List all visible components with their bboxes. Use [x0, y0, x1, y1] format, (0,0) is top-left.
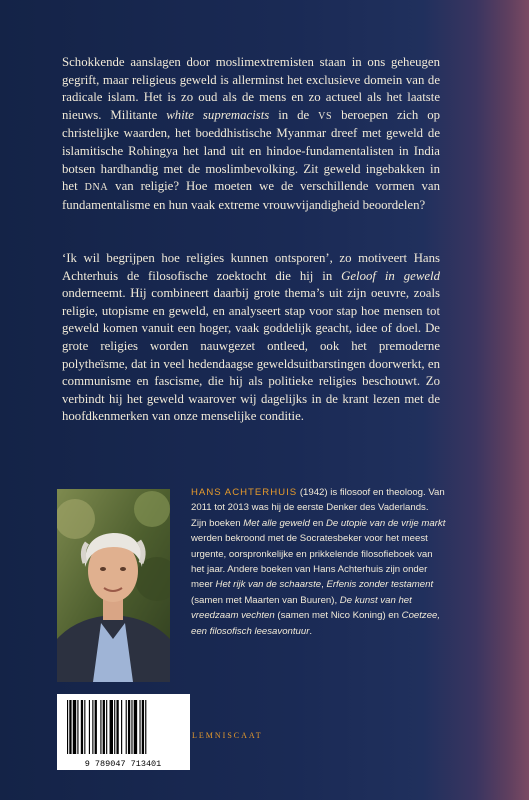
book-title-italic: Met alle geweld [243, 517, 310, 529]
blurb-text: ‘Ik wil begrijpen hoe religies kunnen ontsporen’, zo motiveert Hans Achterhuis de filosofische zoektocht die hij in [62, 251, 440, 283]
blurb-text: onderneemt. Hij combineert daarbij grote thema’s uit zijn oeuvre, zoals religie, utopisme en geweld, en analyseert stap voor stap hoe mensen tot geweld komen vanuit een hoger, vaak goddelijk geacht, idee of doel. De grote religies worden nauwgezet ontleed, ook het premoderne polytheïsme, dat in veel hedendaagse geweldsuitbarstingen doorwerkt, en communisme en fascisme, die hij als politieke religies beschouwt. Zo verbindt hij het geweld waarover wij dagelijks in de krant lezen met de hoofdkenmerken van onze menselijke conditie. [62, 286, 440, 424]
barcode-bar [92, 700, 93, 754]
blurb-paragraph-1 [62, 54, 440, 214]
barcode-bar [73, 700, 76, 754]
bio-text: werden bekroond met de Socratesbeker voor het meest urgente, oorspronkelijke en prikkelende filosofieboek van het jaar. Andere boeken van Hans Achterhuis zijn onder meer [191, 533, 433, 591]
book-title-italic: Erfenis zonder testament [326, 579, 434, 591]
book-title-italic: Het rijk van de schaarste [215, 579, 322, 591]
isbn-digits: 9 789047 713401 [84, 759, 162, 769]
barcode-bar [139, 700, 140, 754]
barcode-bar [103, 700, 105, 754]
author-bio [191, 485, 446, 639]
barcode-bar [95, 700, 97, 754]
barcode-graphic [57, 694, 190, 770]
author-name: HANS ACHTERHUIS [191, 487, 298, 498]
author-portrait-image [57, 489, 170, 682]
blurb-italic: white supremacists [166, 107, 270, 122]
book-title-italic: Coetzee, een filosofisch leesavontuur [191, 610, 441, 637]
barcode-bar [81, 700, 83, 754]
blurb-text: in de [269, 107, 319, 122]
barcode-bar [89, 700, 90, 754]
barcode-bar [100, 700, 101, 754]
bio-text: . [309, 625, 313, 637]
bio-text: , [321, 579, 327, 591]
blurb-paragraph-2 [62, 250, 440, 426]
book-title-italic: De utopie van de vrije markt [325, 517, 446, 529]
barcode-bar [145, 700, 146, 754]
barcode-bar [69, 700, 71, 754]
barcode-bar [128, 700, 130, 754]
barcode-bar [134, 700, 137, 754]
blurb-abbreviation: DNA [84, 182, 109, 194]
barcode-bar [114, 700, 115, 754]
barcode-bar [67, 700, 68, 754]
blurb-text: Schokkende aanslagen door moslimextremisten staan in ons geheugen gegrift, maar religieus geweld is allerminst het exclusieve domein van de radicale islam. Het is zo oud als de mens en zo actueel als het laatste nieuws. Militante [62, 55, 440, 122]
bio-text: en [309, 517, 326, 529]
barcode-bar [116, 700, 118, 754]
book-title-italic: De kunst van het vreedzaam vechten [191, 594, 412, 622]
bio-text: (samen met Nico Koning) en [274, 610, 402, 622]
barcode-bar [77, 700, 78, 754]
barcode-bar [110, 700, 113, 754]
bio-text: (1942) is filosoof en theoloog. Van 2011 tot 2013 was hij de eerste Denker des Vaderlands. Zijn boeken [191, 487, 445, 529]
bio-text: (samen met Maarten van Buuren), [191, 594, 340, 606]
publisher-logo: LEMNISCAAT [192, 731, 263, 740]
barcode-bar [142, 700, 144, 754]
isbn-barcode [57, 694, 190, 770]
blurb-text: van religie? Hoe moeten we de verschillende vormen van fundamentalisme en hun vaak extreme vrouwvijandigheid beoordelen? [62, 179, 440, 212]
barcode-bar [121, 700, 122, 754]
barcode-bar [84, 700, 85, 754]
book-title-italic: Geloof in geweld [341, 268, 440, 283]
blurb-text: beroepen zich op christelijke waarden, het boeddhistische Myanmar dreef met geweld de islamitische Rohingya het land uit en hindoe-fundamentalisten in India botsen hardhandig met de moslimbevolking. Zit geweld ingebakken in het [62, 107, 440, 194]
barcode-bar [106, 700, 107, 754]
author-photo [57, 489, 170, 682]
blurb-abbreviation: VS [318, 110, 333, 122]
barcode-bar [131, 700, 132, 754]
barcode-bar [126, 700, 127, 754]
